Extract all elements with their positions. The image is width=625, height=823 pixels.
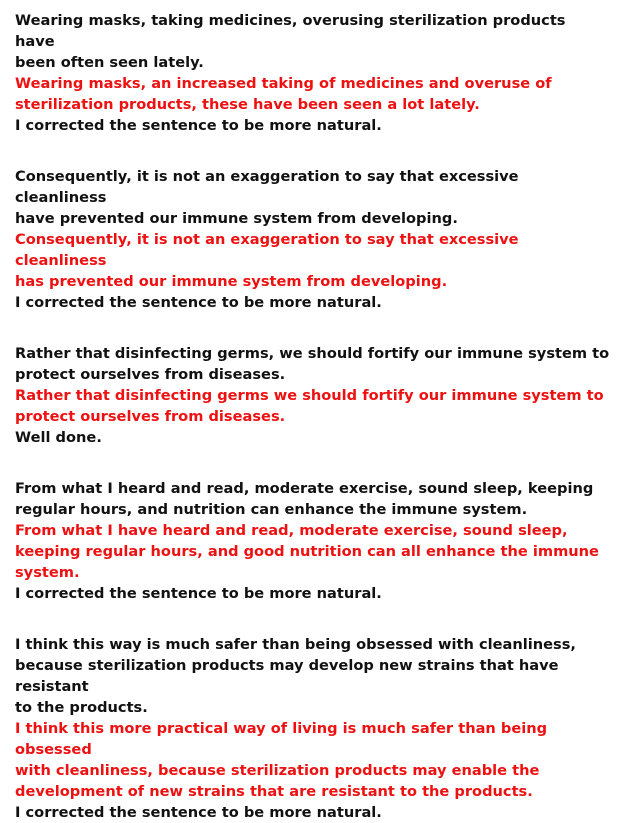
corrected-sentence: I think this more practical way of living is much safer than being obsessed with cleanliness, because sterilization products may enable the development of new strains that are resistant to the products. [15,720,548,800]
correction-entry-5 [15,634,610,823]
correction-comment: I corrected the sentence to be more natural. [15,117,382,134]
original-sentence: From what I heard and read, moderate exercise, sound sleep, keeping regular hours, and nutrition can enhance the immune system. [15,480,594,518]
corrected-sentence: Wearing masks, an increased taking of medicines and overuse of sterilization products, these have been seen a lot lately. [15,75,552,113]
correction-comment: Well done. [15,429,102,446]
original-sentence: Consequently, it is not an exaggeration to say that excessive cleanliness have prevented our immune system from developing. [15,168,519,227]
original-sentence: Wearing masks, taking medicines, overusing sterilization products have been often seen lately. [15,12,566,71]
correction-entry-1 [15,10,610,136]
corrected-sentence: From what I have heard and read, moderate exercise, sound sleep, keeping regular hours, and good nutrition can all enhance the immune system. [15,522,599,581]
correction-comment: I corrected the sentence to be more natural. [15,804,382,821]
correction-entry-2 [15,166,610,313]
correction-entry-4 [15,478,610,604]
original-sentence: I think this way is much safer than being obsessed with cleanliness, because sterilization products may develop new strains that have resistant to the products. [15,636,576,716]
original-sentence: Rather that disinfecting germs, we should fortify our immune system to protect ourselves from diseases. [15,345,610,383]
correction-comment: I corrected the sentence to be more natural. [15,294,382,311]
corrected-sentence: Consequently, it is not an exaggeration to say that excessive cleanliness has prevented our immune system from developing. [15,231,519,290]
corrected-sentence: Rather that disinfecting germs we should fortify our immune system to protect ourselves from diseases. [15,387,604,425]
correction-entry-3 [15,343,610,448]
correction-comment: I corrected the sentence to be more natural. [15,585,382,602]
